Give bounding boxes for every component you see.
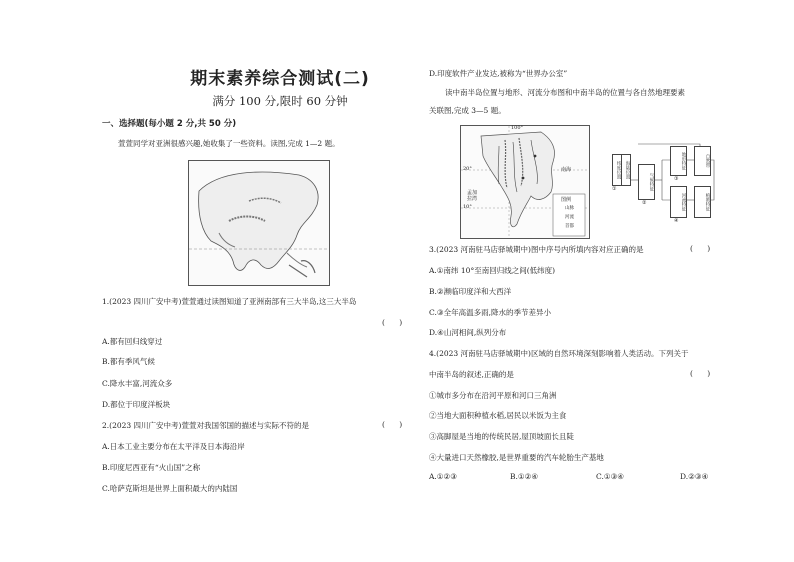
q2-answer-bracket[interactable]: ( ) <box>382 420 403 429</box>
q3-option-c[interactable]: C.③全年高温多雨,降水的季节差异小 <box>429 308 551 317</box>
q4-option-b[interactable]: B.①②④ <box>510 472 539 481</box>
indochina-map <box>460 125 590 239</box>
q4-stem: 4.(2023 河南驻马店驿城期中)区域的自然环境深刻影响着人类活动。下列关于 <box>429 349 689 358</box>
q4-stem-continued: 中南半岛的叙述,正确的是 <box>429 370 514 379</box>
map2-sea-label: 南海 <box>561 167 572 173</box>
q3-option-a[interactable]: A.①南纬 10°至南回归线之间(低纬度) <box>429 266 556 275</box>
map2-bay-label: 孟加拉湾 <box>467 190 478 202</box>
map2-legend-item: 首都 <box>565 224 574 229</box>
diagram-box-natural-zone: 自然带 <box>694 146 711 176</box>
diagram-box-land-sea: 海陆位置 <box>621 154 631 186</box>
q4-statement-3: ③高脚屋是当地的传统民居,屋顶坡面长且陡 <box>429 432 574 441</box>
diagram-box-river: 河流特征 <box>670 186 687 218</box>
asia-map <box>188 160 330 286</box>
q1-option-a[interactable]: A.都有回归线穿过 <box>102 337 163 346</box>
reading2-line1: 读中南半岛位置与地形、河流分布图和中南半岛的位置与各自然地理要素 <box>445 88 685 97</box>
diagram-box-terrain: 地形特征 <box>670 146 687 176</box>
q3-option-d[interactable]: D.④山河相间,纵列分布 <box>429 328 507 337</box>
q1-option-b[interactable]: B.都有季风气候 <box>102 357 155 366</box>
q4-statement-2: ②当地大面积种植水稻,居民以米饭为主食 <box>429 411 567 420</box>
diagram-box-climate: 气候特征 <box>638 164 655 200</box>
q2-stem: 2.(2023 四川广安中考)萱萱对我国邻国的描述与实际不符的是 <box>102 421 309 430</box>
q2-option-c[interactable]: C.哈萨克斯坦是世界上面积最大的内陆国 <box>102 484 238 493</box>
section-heading: 一、选择题(每小题 2 分,共 50 分) <box>102 119 237 129</box>
diagram-label-3: ③ <box>674 176 679 182</box>
q2-option-a[interactable]: A.日本工业主要分布在太平洋及日本海沿岸 <box>102 442 245 451</box>
q4-statement-1: ①城市多分布在沿河平原和河口三角洲 <box>429 391 557 400</box>
map2-legend-item: 山脉 <box>565 206 574 211</box>
q1-stem: 1.(2023 四川广安中考)萱萱通过读图知道了亚洲南部有三大半岛,这三大半岛 <box>102 297 357 306</box>
map2-legend-item: 河流 <box>565 215 574 220</box>
q4-option-c[interactable]: C.①③④ <box>596 472 625 481</box>
q3-answer-bracket[interactable]: ( ) <box>690 244 711 253</box>
q1-answer-bracket[interactable]: ( ) <box>382 318 403 327</box>
q4-statement-4: ④大量进口天然橡胶,是世界重要的汽车轮胎生产基地 <box>429 453 604 462</box>
reading2-line2: 关联图,完成 3—5 题。 <box>429 106 506 115</box>
asia-map-drawing <box>189 161 329 285</box>
diagram-label-1: ① <box>612 186 617 192</box>
diagram-label-2: ② <box>642 200 647 206</box>
q2-option-b[interactable]: B.印度尼西亚有“火山国”之称 <box>102 463 201 472</box>
q3-option-b[interactable]: B.②濒临印度洋和大西洋 <box>429 287 512 296</box>
q4-answer-bracket[interactable]: ( ) <box>690 369 711 378</box>
q1-option-c[interactable]: C.降水丰富,河流众多 <box>102 379 173 388</box>
section-intro: 萱萱同学对亚洲很感兴趣,她收集了一些资料。读图,完成 1—2 题。 <box>118 139 340 148</box>
q2-option-d[interactable]: D.印度软件产业发达,被称为“世界办公室” <box>429 69 568 78</box>
diagram-label-4: ④ <box>674 218 679 224</box>
diagram-box-latitude: 纬度位置 <box>612 154 622 186</box>
q3-stem: 3.(2023 河南驻马店驿城期中)图中序号内所填内容对应正确的是 <box>429 245 644 254</box>
diagram-box-vegetation: 植被特征 <box>694 186 711 218</box>
indochina-map-drawing <box>461 126 589 238</box>
map2-lat1-label: 20° <box>463 166 472 172</box>
q4-option-d[interactable]: D.②③④ <box>680 472 709 481</box>
map2-lat2-label: 10° <box>463 204 472 210</box>
relationship-diagram <box>610 140 718 226</box>
q1-option-d[interactable]: D.都位于印度洋板块 <box>102 400 171 409</box>
map2-legend-title: 图例 <box>561 197 572 203</box>
page-title: 期末素养综合测试(二) <box>190 69 370 89</box>
page-subtitle: 满分 100 分,限时 60 分钟 <box>212 94 348 108</box>
map2-lon-label: 100° <box>511 125 524 131</box>
q4-option-a[interactable]: A.①②③ <box>429 472 457 481</box>
